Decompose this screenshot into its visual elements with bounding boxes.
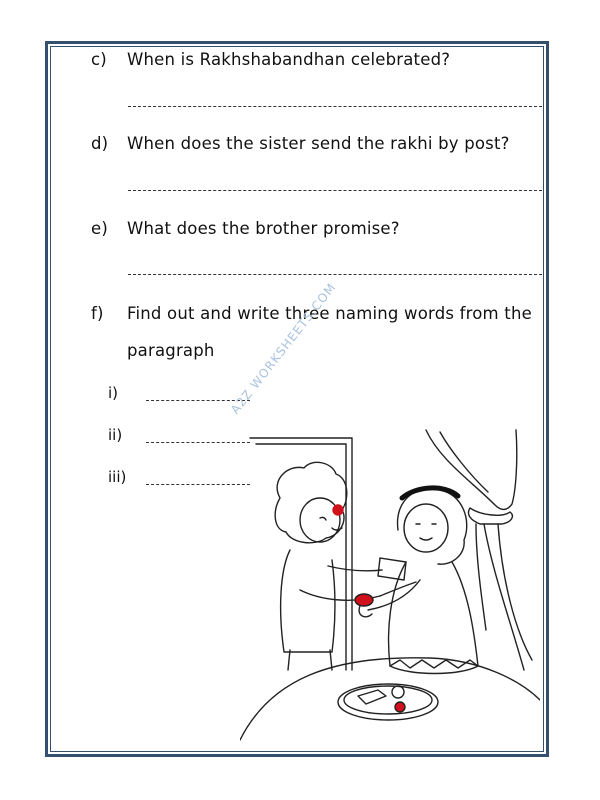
flower — [395, 702, 405, 712]
answer-line-e[interactable] — [128, 274, 542, 275]
question-text: When does the sister send the rakhi by post? — [127, 134, 510, 153]
boy-shirt — [281, 550, 335, 652]
question-text: When is Rakhshabandhan celebrated? — [127, 50, 451, 69]
answer-line-d[interactable] — [128, 190, 542, 191]
tilak — [333, 505, 343, 515]
door-frame — [250, 438, 352, 670]
question-text: What does the brother promise? — [127, 219, 400, 238]
question-label: d) — [91, 134, 109, 153]
boy-hair — [275, 462, 347, 542]
rakhi-band — [355, 594, 373, 606]
sub-item-label: ii) — [108, 426, 123, 444]
rakhi-illustration — [240, 420, 540, 750]
watermark: A2Z WORKSHEETS.COM — [228, 280, 339, 417]
curtain-tie — [468, 508, 512, 524]
table-edge — [240, 658, 540, 740]
question-label: f) — [91, 304, 104, 323]
girl-hair — [398, 489, 467, 564]
sub-item-label: iii) — [108, 468, 127, 486]
question-label: e) — [91, 219, 108, 238]
door-frame-inner — [256, 444, 346, 670]
sub-answer-line[interactable] — [146, 442, 250, 443]
curtain-top — [426, 430, 517, 509]
question-text: Find out and write three naming words from the — [127, 304, 532, 323]
girl-face — [404, 504, 448, 552]
hairband — [402, 488, 458, 498]
sub-answer-line[interactable] — [146, 484, 250, 485]
boy-face — [300, 498, 340, 542]
answer-line-c[interactable] — [128, 106, 542, 107]
question-label: c) — [91, 50, 107, 69]
girl-dress — [389, 562, 478, 674]
question-text-continued: paragraph — [127, 341, 215, 360]
sub-item-label: i) — [108, 384, 119, 402]
